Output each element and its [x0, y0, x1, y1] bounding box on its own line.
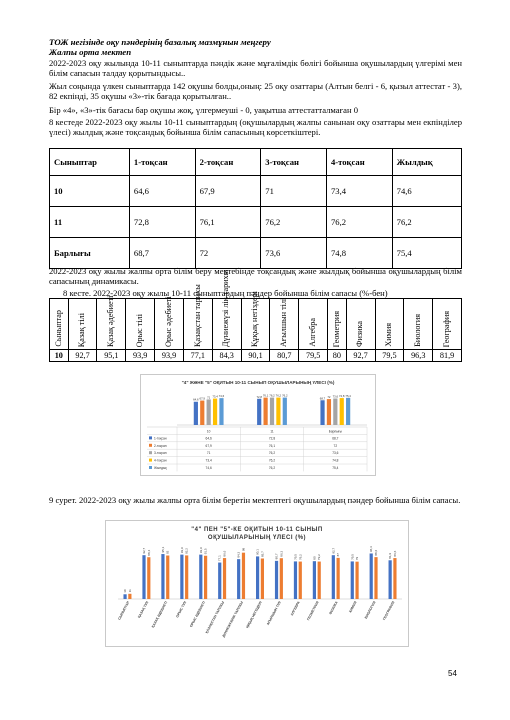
- data-label: 80,7: [274, 553, 279, 560]
- data-label: 87: [336, 553, 341, 557]
- data-label: 92,7: [142, 547, 146, 554]
- legend-swatch: [149, 459, 152, 462]
- category-label: ҚАЗАҚСТАН ТАРИХЫ: [204, 600, 226, 635]
- bar: [219, 398, 223, 425]
- table-header-label: Химия: [384, 323, 394, 347]
- table-header-label: Қазақ тілі: [77, 312, 87, 347]
- table-header-label: Сыныптар: [53, 310, 63, 347]
- table-cell: 76,1: [195, 207, 261, 238]
- bar: [166, 556, 169, 599]
- bar: [355, 562, 358, 599]
- data-label: 76,2: [275, 393, 282, 398]
- section-subheading: Жалпы орта мектеп: [49, 47, 132, 57]
- data-label: 81,9: [388, 552, 393, 559]
- paragraph-2: Жыл соңында үлкен сыныптарда 142 оқушы болды,оның: 25 оқу озаттары (Алтын белгі - 6, қызыл аттестат - 3), 82 екпінді, 35 оқушы «3»-тік бағада қорытылған..: [49, 81, 462, 102]
- bar: [128, 594, 131, 599]
- bar: [333, 399, 337, 425]
- data-label: 98: [241, 547, 246, 552]
- paragraph-5: 2022-2023 оқу жылы жалпы орта білім беру мектебінде тоқсандық және жылдық бойынша оқушылардың білім сапасының динамикасы.: [49, 266, 462, 287]
- bar: [283, 398, 287, 425]
- table-cell: 92,7: [68, 350, 97, 362]
- bar: [276, 398, 280, 425]
- data-label: 88,4: [146, 549, 151, 556]
- table-cell: 76,2: [261, 207, 327, 238]
- data-label: 73,6: [332, 394, 339, 399]
- legend-value: 74,6: [205, 466, 212, 470]
- quarterly-quality-table: [49, 148, 462, 269]
- table-cell: 74,6: [392, 176, 461, 207]
- bar: [147, 557, 150, 599]
- data-label: 92: [165, 550, 170, 555]
- legend-value: 76,1: [268, 443, 276, 448]
- bar: [123, 594, 126, 599]
- table-cell: 92,7: [346, 350, 375, 362]
- data-label: 93,9: [198, 547, 203, 554]
- table-header-cell: [375, 299, 404, 350]
- figure-caption: 9 сурет. 2022-2023 оқу жылы жалпы орта білім беретін мектептегі оқушылардың пәндер бойынша білім сапасы.: [49, 495, 461, 505]
- bar: [318, 562, 321, 599]
- category-label: ҚҰҚЫҚ НЕГІЗДЕРІ: [245, 600, 263, 629]
- legend-value: 68,7: [332, 436, 339, 441]
- table-header-label: Қазақ әдебиеті: [106, 295, 116, 347]
- quarterly-chart-svg: [141, 375, 375, 475]
- data-label: 79,5: [293, 554, 298, 560]
- table-cell: 10: [50, 350, 69, 362]
- table-cell: 81,9: [433, 350, 462, 362]
- bar: [256, 556, 259, 599]
- table-caption: 8 кесте. 2022-2023 оқу жылы 10-11 сыныптардың пәндер бойынша білім сапасы (%-бен): [63, 288, 388, 298]
- legend-swatch: [149, 444, 152, 447]
- table-header-label: Алгебра: [307, 318, 317, 347]
- table-cell: 79,5: [375, 350, 404, 362]
- bar: [237, 559, 240, 599]
- table-header-label: Қазақстан тарихы: [192, 284, 202, 347]
- category-label: 10: [206, 429, 211, 434]
- table-cell: 75,4: [392, 238, 461, 269]
- legend-value: 76,2: [268, 451, 276, 456]
- table-header-label: Биология: [412, 314, 422, 347]
- table-cell: 95,1: [97, 350, 126, 362]
- data-label: 71: [207, 395, 211, 400]
- table-cell: 73,6: [261, 238, 327, 269]
- bar: [313, 561, 316, 599]
- category-label: ГЕОГРАФИЯ: [382, 600, 396, 621]
- legend-label: 2-тоқсан: [154, 443, 167, 448]
- table-header-label: Орыс тілі: [134, 313, 144, 347]
- bar: [370, 553, 373, 599]
- bar: [142, 555, 145, 599]
- table-header-row: [50, 149, 462, 176]
- table-cell: Барлығы: [50, 238, 130, 269]
- table-header-cell: [183, 284, 212, 350]
- data-label: 93,9: [179, 547, 184, 554]
- table-header-cell: Сыныптар: [50, 149, 130, 176]
- category-label: СЫНЫПТАР: [117, 600, 131, 621]
- data-label: 96,3: [369, 546, 374, 552]
- section-heading: ТОЖ негізінде оқу пәндерінің базалық мазмұнын меңгеру: [49, 37, 271, 47]
- category-label: ДҮНИЕЖҮЗІЛІК ТАРИХЫ: [221, 600, 244, 639]
- category-label: АЛГЕБРА: [289, 600, 301, 617]
- legend-value: 76,2: [268, 466, 276, 470]
- legend-value: 72,8: [268, 436, 276, 441]
- bar: [161, 554, 164, 599]
- category-label: ГЕОМЕТРИЯ: [306, 600, 320, 622]
- legend-value: 73,6: [332, 451, 339, 456]
- legend-swatch: [149, 451, 152, 454]
- table-header-cell: 2-тоқсан: [195, 149, 261, 176]
- bar: [332, 555, 335, 599]
- table-cell: 77,1: [183, 350, 212, 362]
- table-header-cell: [328, 299, 347, 350]
- data-label: 92,7: [331, 547, 336, 554]
- table-header-cell: [50, 299, 69, 350]
- data-label: 72,8: [256, 394, 262, 399]
- legend-value: 75,4: [332, 466, 339, 470]
- table-cell: 11: [50, 207, 130, 238]
- table-cell: 96,3: [404, 350, 433, 362]
- table-cell: 72,8: [129, 207, 195, 238]
- data-label: 86,3: [279, 550, 284, 557]
- data-label: 90,1: [255, 549, 260, 555]
- table-cell: 93,9: [155, 350, 184, 362]
- bar: [264, 398, 268, 425]
- category-label: ФИЗИКА: [328, 600, 339, 616]
- legend-swatch: [149, 436, 152, 439]
- table-cell: 64,6: [129, 176, 195, 207]
- table-row: [50, 176, 462, 207]
- legend-value: 72: [333, 443, 338, 448]
- data-label: 11: [127, 589, 132, 593]
- paragraph-3: Бір «4», «3»-тік бағасы бар оқушы жоқ, үлгермеуші - 0, уақытша аттестатталмаған 0: [49, 105, 358, 115]
- bar: [270, 398, 274, 425]
- legend-value: 67,9: [205, 443, 212, 448]
- data-label: 79,5: [350, 554, 355, 560]
- data-label: 64,6: [193, 397, 199, 402]
- data-label: 79,2: [298, 554, 303, 561]
- data-label: 67,9: [199, 396, 205, 401]
- table-row: [50, 238, 462, 269]
- table-header-cell: Жылдық: [392, 149, 461, 176]
- bar: [275, 561, 278, 599]
- category-label: ОРЫС ӘДЕБИЕТІ: [188, 600, 207, 628]
- table-header-label: География: [441, 310, 451, 347]
- page-number: 54: [448, 669, 457, 678]
- table-header-label: Дүниежүзі лік тарихы: [221, 269, 231, 347]
- table-header-label: Ағылшын тілі: [279, 297, 289, 347]
- data-label: 86,6: [392, 550, 397, 557]
- table-header-label: Орыс әдебиеті: [163, 296, 173, 347]
- data-label: 74,6: [218, 394, 225, 399]
- bar: [337, 558, 340, 599]
- data-label: 91,5: [203, 548, 208, 555]
- quarterly-chart: [140, 374, 376, 476]
- table-row: [50, 350, 462, 362]
- data-label: 76,2: [282, 393, 288, 398]
- table-cell: 73,4: [326, 176, 392, 207]
- table-header-cell: 1-тоқсан: [129, 149, 195, 176]
- bar: [389, 560, 392, 599]
- legend-value: 71: [206, 451, 211, 456]
- table-cell: 90,1: [241, 350, 270, 362]
- table-cell: 10: [50, 176, 130, 207]
- table-row: [50, 207, 462, 238]
- subject-chart-svg: [106, 521, 408, 646]
- chart-title: "4" ЖӘНЕ "5" ОҚИТЫН 10-11 СЫНЫП ОҚУШЫЛАРЫНЫҢ ҮЛЕСІ (%): [181, 380, 335, 385]
- table-header-label: Геометрия: [331, 310, 341, 347]
- bar: [180, 555, 183, 599]
- legend-value: 74,8: [332, 458, 339, 463]
- data-label: 74,8: [339, 394, 345, 399]
- data-label: 10: [123, 589, 128, 593]
- data-label: 84,3: [236, 551, 241, 558]
- table-header-cell: [68, 299, 97, 350]
- category-label: ҚАЗАҚ ӘДЕБИЕТІ: [150, 600, 169, 629]
- bar: [340, 398, 344, 425]
- legend-value: 64,6: [205, 436, 212, 441]
- bar: [320, 400, 324, 425]
- data-label: 88,6: [374, 549, 378, 556]
- bar: [280, 558, 283, 599]
- data-label: 80: [312, 556, 317, 560]
- data-label: 79: [355, 556, 360, 561]
- paragraph-1: 2022-2023 оқу жылында 10-11 сыныптарда пәндік және мұғалімдік бөлігі бойынша оқушылардың үлгерімі мен білім сапасын талдау қорытындысы..: [49, 58, 462, 79]
- table-header-cell: [433, 299, 462, 350]
- legend-label: 3-тоқсан: [154, 451, 167, 456]
- category-label: Барлығы: [328, 429, 342, 434]
- table-cell: 76,2: [326, 207, 392, 238]
- bar: [185, 555, 188, 599]
- bar: [374, 557, 377, 599]
- data-label: 77,1: [217, 555, 222, 562]
- bar: [223, 558, 226, 599]
- category-label: ХИМИЯ: [348, 600, 358, 614]
- data-label: 73,4: [212, 394, 218, 399]
- data-label: 92,2: [184, 548, 189, 554]
- data-label: 76,1: [262, 393, 269, 398]
- legend-swatch: [149, 466, 152, 469]
- legend-label: 4-тоқсан: [154, 458, 167, 463]
- bar: [261, 558, 264, 599]
- table-cell: 67,9: [195, 176, 261, 207]
- table-cell: 71: [261, 176, 327, 207]
- table-cell: 68,7: [129, 238, 195, 269]
- bar: [327, 399, 331, 425]
- table-header-row: [50, 299, 462, 350]
- legend-value: 76,2: [268, 458, 276, 463]
- data-label: 85,7: [260, 551, 265, 557]
- table-header-cell: [404, 299, 433, 350]
- bar: [294, 561, 297, 599]
- paragraph-4: 8 кестеде 2022-2023 оқу жылы 10-11 сыныптардың (оқушылардың жалпы санынан оқу озаттары мен екпінділер үлесі) жылдық және тоқсандық бойынша білім сапасының көрсеткіштері.: [49, 117, 462, 138]
- table-cell: 80: [328, 350, 347, 362]
- data-label: 75,4: [345, 393, 351, 398]
- data-label: 68,7: [319, 396, 326, 401]
- data-label: 86,6: [222, 550, 227, 557]
- bar: [194, 402, 198, 425]
- bar: [207, 399, 211, 425]
- bar: [218, 563, 221, 599]
- bar: [200, 401, 204, 425]
- table-header-label: Физика: [355, 321, 365, 347]
- table-header-cell: [155, 296, 184, 350]
- table-header-cell: [126, 299, 155, 350]
- table-cell: 74,8: [326, 238, 392, 269]
- table-cell: 93,9: [126, 350, 155, 362]
- table-header-cell: [346, 299, 375, 350]
- category-label: 11: [270, 429, 274, 434]
- data-label: 95,1: [160, 546, 165, 553]
- table-header-cell: [299, 299, 328, 350]
- bar: [242, 553, 245, 599]
- table-header-label: Құқық негіздері: [250, 291, 260, 347]
- table-header-cell: 3-тоқсан: [261, 149, 327, 176]
- bar: [346, 398, 350, 425]
- data-label: 79,2: [317, 554, 322, 561]
- bar: [213, 399, 217, 425]
- table-header-cell: [241, 291, 270, 350]
- table-header-cell: [97, 295, 126, 350]
- table-cell: 76,2: [392, 207, 461, 238]
- bar: [204, 556, 207, 599]
- chart-title: "4" ПЕН "5"-КЕ ОҚИТЫН 10-11 СЫНЫП: [191, 527, 323, 533]
- data-label: 76,2: [269, 393, 275, 398]
- category-label: АҒЫЛШЫН ТІЛІ: [265, 600, 282, 626]
- bar: [351, 561, 354, 599]
- table-cell: 84,3: [212, 350, 241, 362]
- chart-title-line2: ОҚУШЫЛАРЫНЫҢ ҮЛЕСІ (%): [207, 535, 307, 541]
- legend-label: Жылдық: [154, 466, 167, 470]
- table-cell: 79,5: [299, 350, 328, 362]
- legend-value: 73,4: [205, 458, 212, 463]
- category-label: БИОЛОГИЯ: [363, 600, 377, 620]
- subject-chart: [105, 520, 409, 647]
- table-header-cell: [270, 299, 299, 350]
- bar: [393, 558, 396, 599]
- table-cell: 80,7: [270, 350, 299, 362]
- table-header-cell: 4-тоқсан: [326, 149, 392, 176]
- table-header-cell: [212, 269, 241, 350]
- category-label: ҚАЗАҚ ТІЛІ: [137, 600, 150, 619]
- data-label: 72: [327, 395, 331, 400]
- bar: [299, 562, 302, 599]
- legend-label: 1-тоқсан: [154, 436, 167, 441]
- category-label: ОРЫС ТІЛІ: [175, 600, 188, 619]
- bar: [199, 555, 202, 599]
- bar: [257, 399, 261, 425]
- table-cell: 72: [195, 238, 261, 269]
